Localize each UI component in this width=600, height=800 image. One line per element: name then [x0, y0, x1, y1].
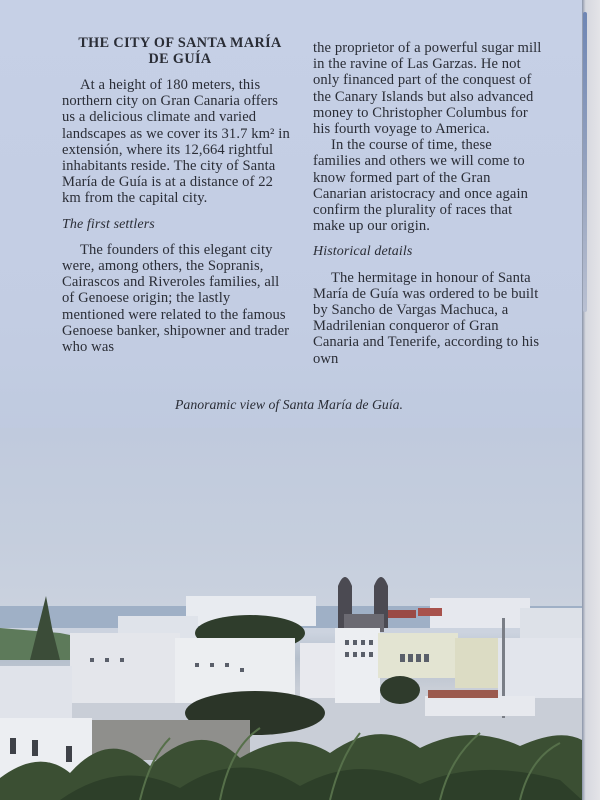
first-settlers-paragraph: The founders of this elegant city were, among others, the Sopranis, Cairascos and Riveroles families, all of Genoese origin; the lastly mentioned were related to the famous Genoese banker, shipowner and trader who was — [62, 241, 290, 356]
left-column — [62, 36, 292, 355]
article-title: THE CITY OF SANTA MARÍA DE GUÍA — [78, 35, 282, 67]
hermitage-paragraph: The hermitage in honour of Santa María de Guía was ordered to be built by Sancho de Vargas Machuca, a Madrilenian conqueror of Gran Canaria and Tenerife, according to his own — [313, 269, 540, 367]
first-settlers-paragraph-continued: the proprietor of a powerful sugar mill in the ravine of Las Garzas. He not only financed part of the conquest of the Canary Islands but also advanced money to Christopher Columbus for his fourth voyage to America. — [313, 40, 542, 138]
section-heading-first-settlers: The first settlers — [62, 216, 155, 232]
right-column — [313, 40, 543, 367]
section-heading-historical-details: Historical details — [313, 244, 413, 260]
intro-paragraph: At a height of 180 meters, this northern city on Gran Canaria offers us a delicious climate and varied landscapes as we cover its 31.7 km² in extensión, where its 12,664 rightful inhabitants reside. The city of Santa María de Guía is at a distance of 22 km from the capital city. — [62, 77, 290, 207]
panoramic-photo — [0, 428, 582, 800]
photo-caption: Panoramic view of Santa María de Guía. — [175, 397, 404, 412]
aristocracy-paragraph: In the course of time, these families and others we will come to know formed part of the Gran Canarian aristocracy and once again confirm the plurality of races that make up our origin. — [313, 137, 529, 235]
adjacent-page-strip — [583, 12, 587, 312]
town-panorama-illustration — [0, 428, 582, 800]
